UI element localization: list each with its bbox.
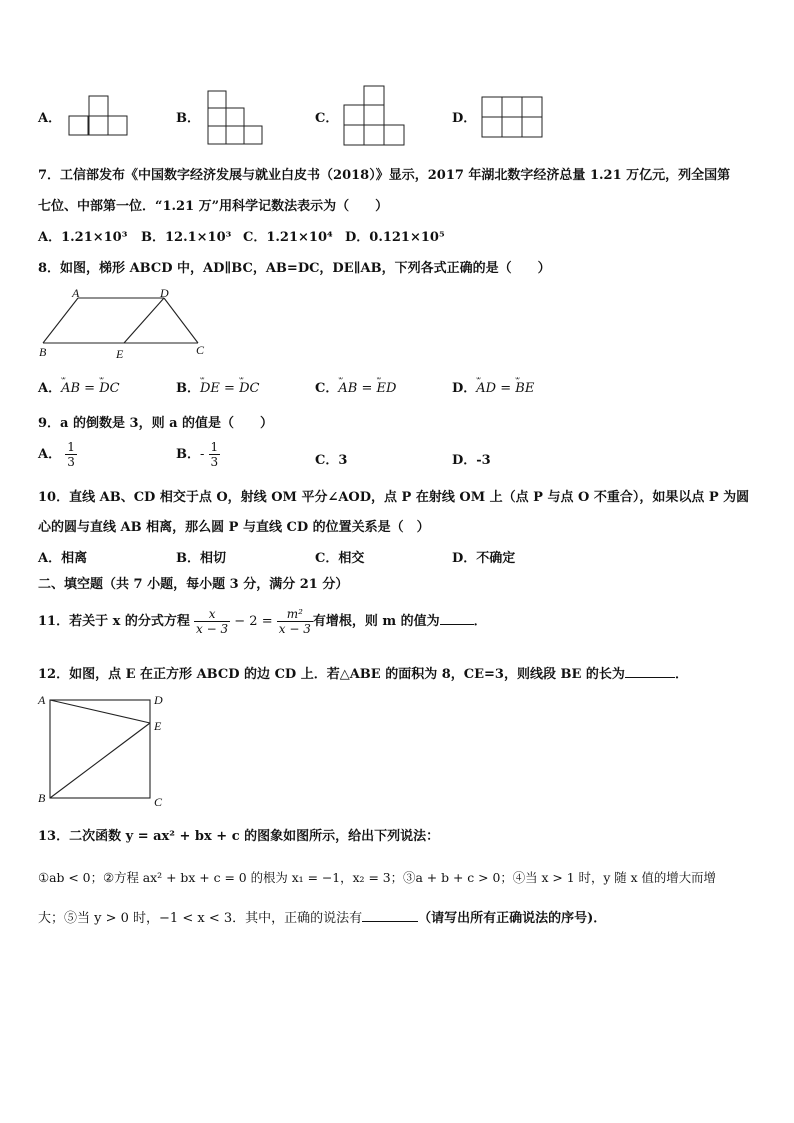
q12-stem: 12．如图，点 E 在正方形 ABCD 的边 CD 上．若△ABE 的面积为 8，CE=3，则线段 BE 的长为 ．	[38, 667, 688, 682]
q10-stem-line1: 10．直线 AB、CD 相交于点 O，射线 OM 平分∠AOD，点 P 在射线 OM 上（点 P 与点 O 不重合），如果以点 P 为圆	[38, 490, 750, 505]
q9-option-b: B．- $\frac{1}{3}$	[176, 440, 219, 469]
q13-stem: 13．二次函数 y = ax² + bx + c 的图象如图所示，给出下列说法：	[38, 829, 440, 844]
q12-label-c: C	[154, 795, 163, 809]
q9-option-a: A． $\frac{1}{3}$	[38, 440, 75, 469]
q6-option-d-label: D．	[452, 111, 477, 126]
q6-option-b-label: B．	[176, 111, 200, 126]
q12-answer-blank	[625, 677, 675, 678]
q6-figure-b	[204, 88, 268, 148]
q8-option-d: D．ᐡᐡ AD = ᐡᐡ BE	[452, 380, 534, 398]
q7-stem-line2: 七位、中部第一位．“1.21 万”用科学记数法表示为（ ）	[38, 199, 389, 214]
q6-figure-a	[65, 92, 133, 136]
q8-label-e: E	[116, 347, 124, 361]
q8-stem: 8．如图，梯形 ABCD 中，AD∥BC，AB=DC，DE∥AB，下列各式正确的是（ ）	[38, 261, 551, 276]
q11-stem: 11．若关于 x 的分式方程 $\frac{x}{x - 3}$ − 2 = $\frac{\text{m²}}{x - 3}$ 有增根，则 m 的值为 ．	[38, 607, 487, 636]
q10-stem-line2: 心的圆与直线 AB 相离，那么圆 P 与直线 CD 的位置关系是（ ）	[38, 520, 430, 535]
q8-trapezoid-figure	[36, 286, 210, 362]
q9-option-c: C．3	[315, 453, 348, 468]
q6-option-a-label: A．	[38, 111, 62, 126]
q8-label-d: D	[160, 286, 169, 300]
q10-option-c: C．相交	[315, 551, 365, 566]
q8-option-b: B．ᐡᐡ DE = ᐡᐡ DC	[176, 380, 259, 398]
q13-line2: ①ab < 0；②方程 ax² + bx + c = 0 的根为 x₁ = −1，x₂ = 3；③a + b + c > 0；④当 x > 1 时，y 随 x 值的增大而增	[38, 870, 716, 885]
q13-line3: 大；⑤当 y > 0 时，−1 < x < 3．其中，正确的说法有 （请写出所有正确说法的序号)．	[38, 911, 607, 926]
q10-option-a: A．相离	[38, 551, 88, 566]
q12-square-figure	[36, 690, 168, 810]
q11-answer-blank	[440, 624, 474, 625]
q7-option-a: A．1.21×10³	[38, 230, 128, 245]
section-2-heading: 二、填空题（共 7 小题，每小题 3 分，满分 21 分）	[38, 577, 349, 592]
q9-option-d: D．-3	[452, 453, 491, 468]
q8-option-a: A．ᐡᐡ AB = ᐡᐡ DC	[38, 380, 120, 398]
q6-option-c-label: C．	[315, 111, 339, 126]
q10-option-b: B．相切	[176, 551, 226, 566]
q12-label-e: E	[154, 719, 162, 733]
q12-label-b: B	[38, 791, 46, 805]
q6-figure-c	[340, 82, 410, 148]
q12-label-d: D	[154, 693, 163, 707]
q8-label-a: A	[72, 286, 80, 300]
q7-stem-line1: 7．工信部发布《中国数字经济发展与就业白皮书（2018）》显示，2017 年湖北数字经济总量 1.21 万亿元，列全国第	[38, 168, 731, 183]
q6-figure-d	[478, 93, 550, 139]
q8-label-c: C	[196, 343, 205, 357]
q7-option-c: C．1.21×10⁴	[243, 230, 333, 245]
q7-option-d: D．0.121×10⁵	[345, 230, 445, 245]
q7-option-b: B．12.1×10³	[141, 230, 232, 245]
q8-option-c: C．ᐡᐡ AB = ᐡᐡ ED	[315, 380, 396, 398]
q8-label-b: B	[39, 345, 47, 359]
q12-label-a: A	[38, 693, 46, 707]
q9-stem: 9．a 的倒数是 3，则 a 的值是（ ）	[38, 416, 274, 431]
q10-option-d: D．不确定	[452, 551, 516, 566]
q13-answer-blank	[362, 921, 418, 922]
